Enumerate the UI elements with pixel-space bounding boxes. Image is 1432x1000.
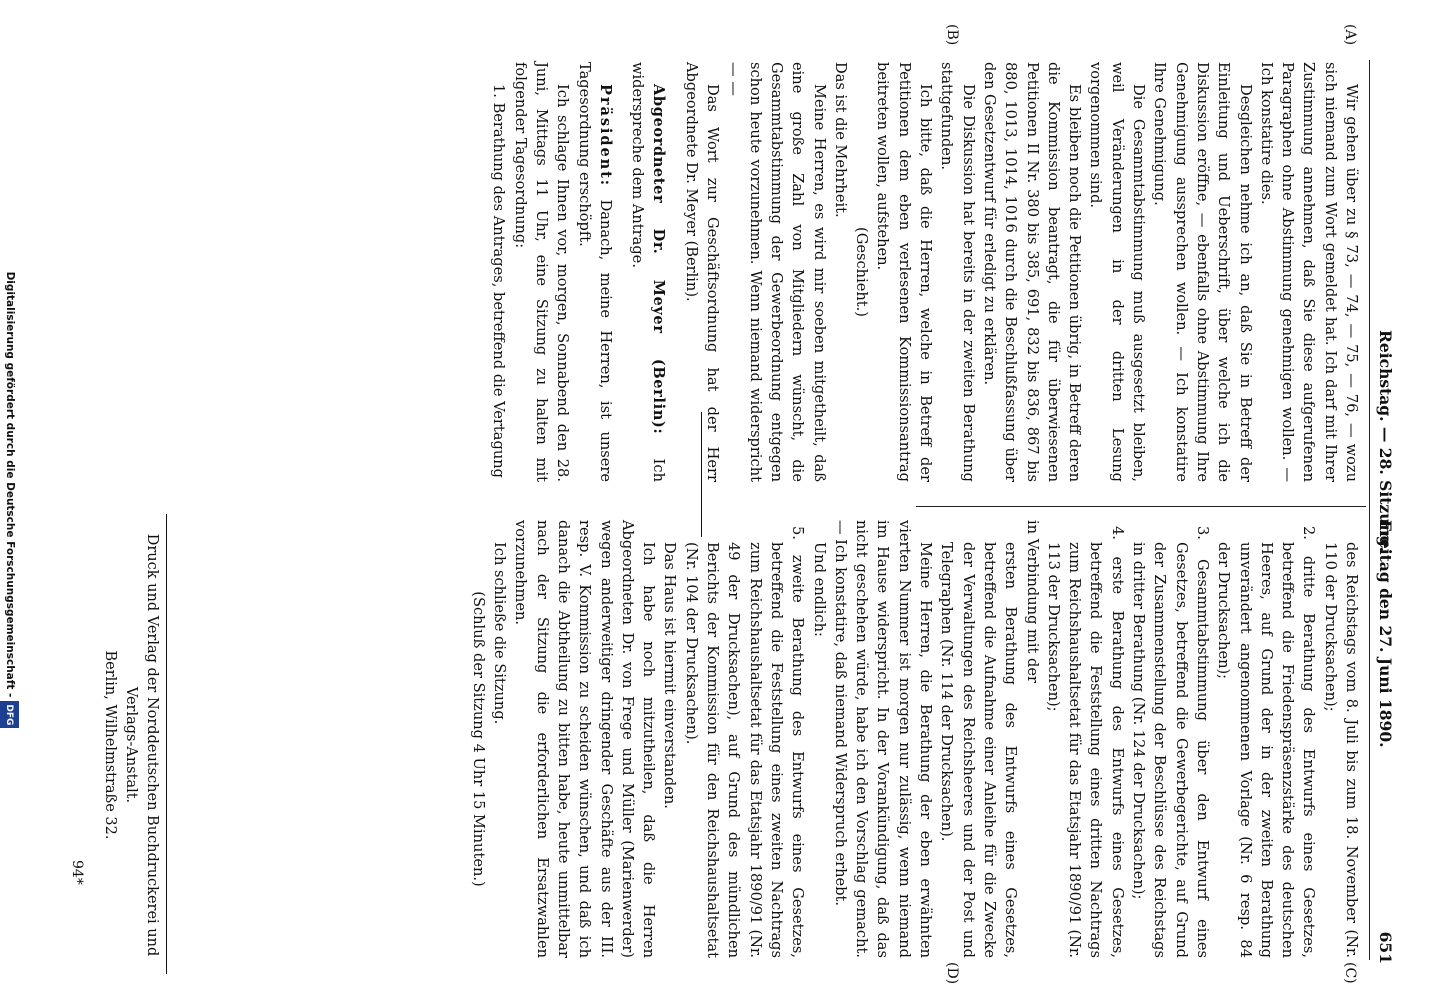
imprint-line: Berlin, Wilhelmstraße 32. xyxy=(102,650,118,840)
paragraph: Wir gehen über zu § 73, — 74, — 75, — 76, — wozu sich niemand zum Wort gemeldet hat. Ich darf mit Ihrer Zustimmung annehmen, daß Sie diese aufgerufenen Paragraphen ohne Abstimmung genehmigen wollen. — Ich konstatire dies. xyxy=(1257,62,1360,482)
agenda-item: 4. erste Berathung des Entwurfs eines Gesetzes, betreffend die Feststellung eines dritten Nachtrags zum Reichshaushaltsetat für das Etatsjahr 1890/91 (Nr. 113 der Drucksachen); xyxy=(1044,526,1126,958)
paragraph: Desgleichen nehme ich an, daß Sie in Betreff der Einleitung und Ueberschrift, über welche ich die Diskussion eröffne, — ebenfalls ohne Abstimmung Ihre Genehmigung aussprechen wollen. — Ich konstatire Ihre Genehmigung. xyxy=(1151,62,1254,482)
paragraph: Ich bitte, daß die Herren, welche in Betreff der Petitionen dem eben verlesenen Kommissionsantrag beitreten wollen, aufstehen. xyxy=(874,62,935,482)
paragraph: Das Haus ist hiermit einverstanden. xyxy=(661,542,679,809)
paragraph: Die Gesammtabstimmung muß ausgesetzt bleiben, weil Veränderungen in der dritten Lesung vorgenommen sind. xyxy=(1087,62,1148,482)
speaker-name: Präsident: xyxy=(596,84,614,188)
paragraph: Ich habe noch mitzutheilen, daß die Herren Abgeordneten Dr. von Frege und Müller (Marienwerder) wegen anderweitiger dringender Geschäfte aus der III. resp. V. Kommission zu scheiden wünschen, und daß ich danach die Abtheilung zu bitten habe, heute unmittelbar nach der Sitzung die erforderlichen Ersatzwahlen vorzunehmen. xyxy=(512,520,658,958)
right-text-column xyxy=(468,520,1362,958)
header-rule xyxy=(1369,60,1370,960)
paragraph: in Verbindung mit der xyxy=(1023,520,1041,684)
speech-text: Ich widerspreche dem Antrage. xyxy=(629,62,668,482)
speech-paragraph xyxy=(573,62,616,482)
running-header-date: Freitag den 27. Juni 1890. xyxy=(1376,520,1395,748)
agenda-item: des Reichstags vom 8. Juli bis zum 18. November (Nr. 110 der Drucksachen); xyxy=(1321,542,1360,958)
paragraph: Ich schlage Ihnen vor, morgen, Sonnabend den 28. Juni, Mittags 11 Uhr, eine Sitzung zu halten mit folgender Tagesordnung: xyxy=(511,62,572,482)
agenda-item: 2. dritte Berathung des Entwurfs eines Gesetzes, betreffend die Friedenspräsenzstärke des deutschen Heeres, auf Grund der in der zweiten Berathung unverändert angenommenen Vorlage (Nr. 6 resp. 84 der Drucksachen); xyxy=(1215,526,1318,958)
paragraph: Ich schließe die Sitzung. xyxy=(491,542,509,725)
imprint-rule xyxy=(166,514,167,974)
agenda-item: 3. Gesammtabstimmung über den Entwurf eines Gesetzes, betreffend die Gewerbegerichte, auf Grund der Zusammenstellung der Beschlüsse des Reichstags in dritter Berathung (Nr. 124 der Drucksachen); xyxy=(1130,526,1211,958)
session-close-note: (Schluß der Sitzung 4 Uhr 15 Minuten.) xyxy=(469,591,487,887)
paragraph: Die Diskussion hat bereits in der zweiten Berathung stattgefunden. xyxy=(938,62,977,482)
imprint-line: Druck und Verlag der Norddeutschen Buchdruckerei und Verlags-Anstalt. xyxy=(123,533,160,957)
running-header-session: Reichstag. — 28. Sitzung. xyxy=(1376,330,1395,552)
digitization-credit xyxy=(0,0,20,1000)
page-number: 651 xyxy=(1376,931,1395,964)
left-text-column xyxy=(488,62,1362,482)
agenda-item: ersten Berathung des Entwurfs eines Gesetzes, betreffend die Aufnahme einer Anleihe für die Zwecke der Verwaltungen des Reichsheeres und der Post und Telegraphen (Nr. 114 der Drucksachen). xyxy=(938,542,1020,958)
digitization-text: Digitalisierung gefördert durch die Deutsche Forschungsgemeinschaft - xyxy=(4,271,16,698)
margin-mark-a: (A) xyxy=(1342,24,1358,46)
agenda-item: 1. Berathung des Antrages, betreffend die Vertagung xyxy=(490,84,508,478)
margin-mark-d: (D) xyxy=(944,962,960,985)
printer-imprint xyxy=(99,510,162,980)
speech-paragraph xyxy=(627,62,670,482)
agenda-item: 5. zweite Berathung des Entwurfs eines Gesetzes, betreffend die Feststellung eines zweiten Nachtrags zum Reichshaushaltsetat für das Etatsjahr 1890/91 (Nr. 49 der Drucksachen), auf Grund des mündlichen Berichts der Kommission für den Reichshaushaltsetat (Nr. 104 der Drucksachen). xyxy=(682,526,807,958)
paragraph: Meine Herren, die Berathung der eben erwähnten vierten Nummer ist morgen nur zulässig, wenn niemand im Hause widerspricht. In der Vorankündigung, daß das nicht geschehen würde, habe ich den Vorschlag gemacht. — Ich konstatire, daß niemand Widerspruch erhebt. xyxy=(831,520,935,958)
paragraph: Meine Herren, es wird mir soeben mitgetheilt, daß eine große Zahl von Mitgliedern wünscht, die Gesammtabstimmung der Gewerbeordnung entgegen schon heute vorzunehmen. Wenn niemand widerspricht — — xyxy=(725,62,828,482)
paragraph: Das ist die Mehrheit. xyxy=(831,62,849,218)
paragraph: Es bleiben noch die Petitionen übrig, in Betreff deren die Kommission beantragt, die für überwiesenen Petitionen II Nr. 380 bis 385, 691, 832 bis 836, 867 bis 880, 1013, 1014, 1016 durch die Beschlußfassung über den Gesetzentwurf für erledigt zu erklären. xyxy=(980,62,1084,482)
paragraph: Und endlich: xyxy=(810,542,828,637)
margin-mark-c: (C) xyxy=(1342,962,1358,984)
speaker-name: Abgeordneter Dr. Meyer (Berlin): xyxy=(650,84,668,435)
column-divider xyxy=(916,506,1366,507)
sheet-signature: 94* xyxy=(69,860,85,885)
speech-text: Danach, meine Herren, ist unsere Tagesordnung erschöpft. xyxy=(575,62,614,482)
stage-direction: (Geschieht.) xyxy=(853,227,871,317)
stray-rule-line xyxy=(701,412,702,537)
dfg-logo: DFG xyxy=(0,701,19,728)
paragraph: Das Wort zur Geschäftsordnung hat der Herr Abgeordnete Dr. Meyer (Berlin). xyxy=(682,62,722,482)
margin-mark-b: (B) xyxy=(944,24,960,46)
